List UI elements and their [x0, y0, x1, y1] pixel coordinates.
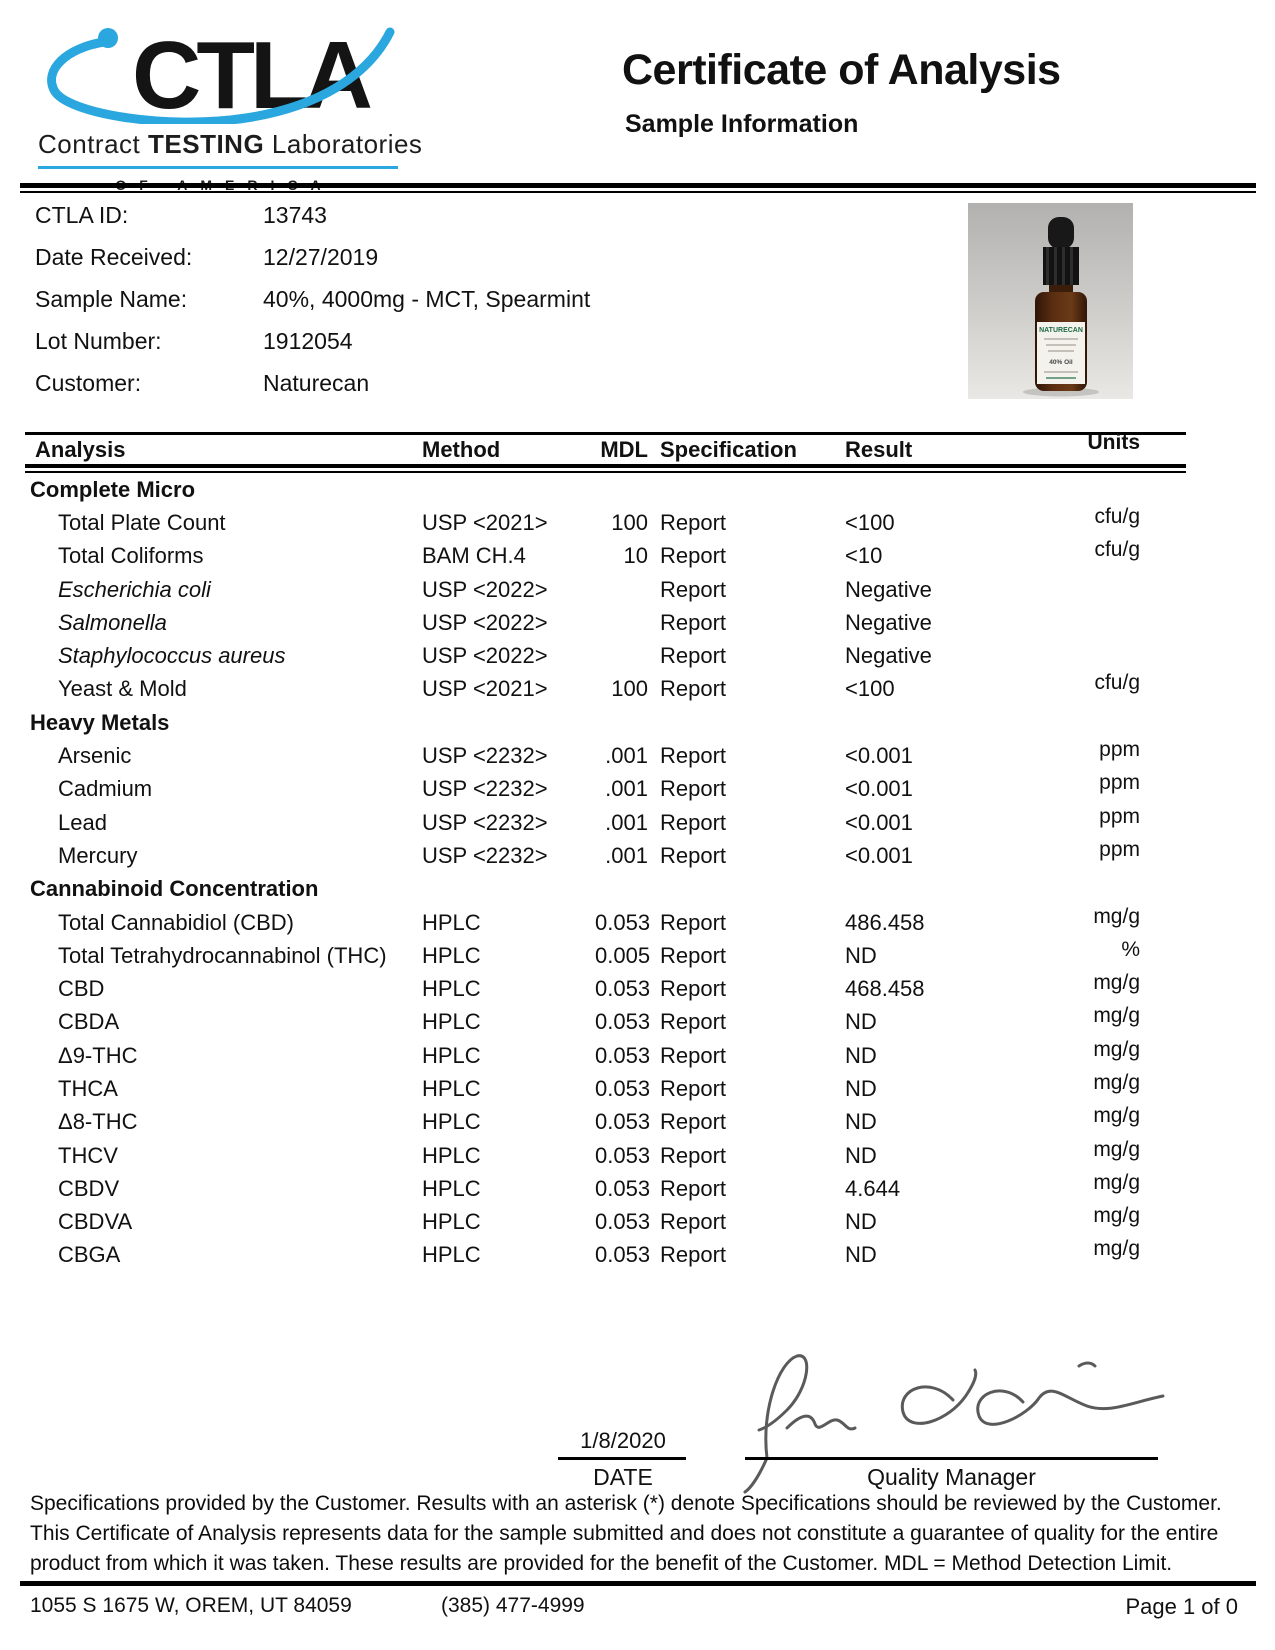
- table-header-rule-thick: [25, 464, 1186, 468]
- table-row: [30, 1172, 1186, 1205]
- units-cell: mg/g: [1093, 1004, 1140, 1028]
- analysis-cell: CBDVA: [58, 1209, 133, 1235]
- column-header-mdl: MDL: [600, 437, 648, 462]
- mdl-cell: 100: [611, 676, 648, 702]
- table-row: [30, 1206, 1186, 1239]
- method-cell: HPLC: [422, 1142, 481, 1168]
- field-value-date-received: 12/27/2019: [263, 243, 379, 270]
- result-cell: ND: [845, 1242, 877, 1268]
- result-cell: 4.644: [845, 1175, 901, 1201]
- units-cell: ppm: [1099, 837, 1140, 861]
- sample-info-row: [35, 194, 590, 236]
- field-value-ctla-id: 13743: [263, 201, 327, 228]
- table-row: [30, 506, 1186, 539]
- analysis-cell: THCV: [58, 1142, 118, 1168]
- specification-cell: Report: [660, 1242, 727, 1268]
- result-cell: <0.001: [845, 776, 913, 802]
- method-cell: BAM CH.4: [422, 543, 526, 569]
- method-cell: HPLC: [422, 1042, 481, 1068]
- method-cell: USP <2022>: [422, 643, 548, 669]
- column-header-result: Result: [845, 437, 913, 462]
- method-cell: HPLC: [422, 1109, 481, 1135]
- specification-cell: Report: [660, 1142, 727, 1168]
- specification-cell: Report: [660, 1109, 727, 1135]
- table-row: [30, 773, 1186, 806]
- mdl-cell: 100: [611, 509, 648, 535]
- analysis-cell: Total Tetrahydrocannabinol (THC): [58, 942, 387, 968]
- table-row: [30, 939, 1186, 972]
- footer-phone: (385) 477-4999: [441, 1594, 585, 1617]
- table-row: [30, 639, 1186, 672]
- product-photo: [968, 203, 1133, 399]
- signature-line: [745, 1457, 1158, 1460]
- table-section-row: [30, 473, 1186, 506]
- result-cell: ND: [845, 1009, 877, 1035]
- method-cell: HPLC: [422, 1209, 481, 1235]
- result-cell: <100: [845, 676, 895, 702]
- sample-info-row: [35, 362, 590, 404]
- logo-comet-icon: [98, 28, 118, 48]
- result-cell: ND: [845, 1209, 877, 1235]
- method-cell: USP <2022>: [422, 576, 548, 602]
- footer-rule: [20, 1581, 1256, 1586]
- logo-tagline-part3: Laboratories: [264, 129, 423, 159]
- sample-info-row: [35, 278, 590, 320]
- table-row: [30, 1239, 1186, 1272]
- column-header-method: Method: [422, 437, 501, 462]
- table-row: [30, 606, 1186, 639]
- table-row: [30, 1106, 1186, 1139]
- units-cell: mg/g: [1093, 1070, 1140, 1094]
- analysis-cell: CBD: [58, 976, 105, 1002]
- method-cell: HPLC: [422, 1009, 481, 1035]
- footer-address: 1055 S 1675 W, OREM, UT 84059: [30, 1594, 352, 1617]
- table-section-row: [30, 706, 1186, 739]
- specification-cell: Report: [660, 909, 727, 935]
- field-label-customer: Customer:: [35, 369, 142, 396]
- ctla-logo: [38, 18, 423, 193]
- mdl-cell: 0.053: [595, 1175, 651, 1201]
- analysis-cell: Total Coliforms: [58, 543, 204, 569]
- specification-cell: Report: [660, 643, 727, 669]
- mdl-cell: .001: [605, 776, 648, 802]
- units-cell: mg/g: [1093, 1104, 1140, 1128]
- analysis-cell: Salmonella: [58, 609, 167, 635]
- column-header-specification: Specification: [660, 437, 797, 462]
- analysis-cell: Yeast & Mold: [58, 676, 187, 702]
- table-row: [30, 739, 1186, 772]
- column-header-units: Units: [1087, 431, 1140, 454]
- specification-cell: Report: [660, 942, 727, 968]
- specification-cell: Report: [660, 1009, 727, 1035]
- specification-cell: Report: [660, 1042, 727, 1068]
- method-cell: HPLC: [422, 976, 481, 1002]
- units-cell: mg/g: [1093, 1204, 1140, 1228]
- table-row: [30, 972, 1186, 1005]
- analysis-cell: Mercury: [58, 842, 138, 868]
- specification-cell: Report: [660, 1175, 727, 1201]
- logo-tagline: [38, 129, 423, 160]
- units-cell: mg/g: [1093, 1137, 1140, 1161]
- field-label-date-received: Date Received:: [35, 243, 193, 270]
- ctla-logo-mark-icon: [38, 18, 398, 124]
- mdl-cell: 0.053: [595, 1075, 651, 1101]
- result-cell: <0.001: [845, 842, 913, 868]
- analysis-cell: Staphylococcus aureus: [58, 643, 286, 669]
- table-row: [30, 573, 1186, 606]
- specification-cell: Report: [660, 609, 727, 635]
- units-cell: mg/g: [1093, 971, 1140, 995]
- result-cell: <10: [845, 543, 883, 569]
- units-cell: mg/g: [1093, 1037, 1140, 1061]
- ctla-acronym: CTLA: [132, 22, 368, 124]
- logo-divider: [38, 166, 398, 169]
- specification-cell: Report: [660, 543, 727, 569]
- specification-cell: Report: [660, 576, 727, 602]
- page-title: Certificate of Analysis: [622, 46, 1061, 94]
- analysis-cell: Lead: [58, 809, 107, 835]
- mdl-cell: 0.053: [595, 1109, 651, 1135]
- section-title: Heavy Metals: [30, 709, 170, 735]
- specification-cell: Report: [660, 676, 727, 702]
- field-value-customer: Naturecan: [263, 369, 370, 396]
- analysis-cell: Δ9-THC: [58, 1042, 138, 1068]
- analysis-cell: Total Plate Count: [58, 509, 226, 535]
- units-cell: mg/g: [1093, 904, 1140, 928]
- table-row: [30, 1006, 1186, 1039]
- analysis-cell: CBDV: [58, 1175, 120, 1201]
- table-row: [30, 1039, 1186, 1072]
- analysis-cell: Cadmium: [58, 776, 153, 802]
- units-cell: %: [1121, 937, 1140, 961]
- mdl-cell: 0.053: [595, 909, 651, 935]
- analysis-cell: Escherichia coli: [58, 576, 211, 602]
- method-cell: HPLC: [422, 942, 481, 968]
- table-row: [30, 540, 1186, 573]
- header-rule-thin: [20, 191, 1256, 193]
- analysis-cell: CBGA: [58, 1242, 121, 1268]
- table-row: [30, 906, 1186, 939]
- units-cell: ppm: [1099, 738, 1140, 762]
- logo-tagline-part2: TESTING: [148, 129, 265, 159]
- units-cell: mg/g: [1093, 1170, 1140, 1194]
- method-cell: USP <2232>: [422, 743, 548, 769]
- table-header: [30, 431, 1186, 463]
- units-cell: mg/g: [1093, 1237, 1140, 1261]
- specification-cell: Report: [660, 842, 727, 868]
- units-cell: ppm: [1099, 804, 1140, 828]
- section-title: Complete Micro: [30, 476, 196, 502]
- units-cell: cfu/g: [1094, 504, 1140, 528]
- analysis-cell: Arsenic: [58, 743, 132, 769]
- logo-tagline-part1: Contract: [38, 129, 148, 159]
- field-value-sample-name: 40%, 4000mg - MCT, Spearmint: [263, 285, 591, 312]
- specification-cell: Report: [660, 1075, 727, 1101]
- method-cell: USP <2021>: [422, 676, 548, 702]
- mdl-cell: 0.053: [595, 1142, 651, 1168]
- method-cell: USP <2232>: [422, 809, 548, 835]
- table-row: [30, 839, 1186, 872]
- analysis-cell: Total Cannabidiol (CBD): [58, 909, 294, 935]
- disclaimer-text: Specifications provided by the Customer. Results with an asterisk (*) denote Specifications should be reviewed by the Customer. This Certificate of Analysis represents data for the sample submitted and does not constitute a guarantee of quality for the entire product from which it was taken. These results are provided for the benefit of the Customer. MDL = Method Detection Limit.: [30, 1492, 1222, 1575]
- table-row: [30, 1139, 1186, 1172]
- table-row: [30, 673, 1186, 706]
- mdl-cell: 0.053: [595, 1242, 651, 1268]
- result-cell: ND: [845, 1075, 877, 1101]
- result-cell: <0.001: [845, 743, 913, 769]
- date-line: [558, 1457, 686, 1460]
- analysis-cell: CBDA: [58, 1009, 120, 1035]
- result-cell: 468.458: [845, 976, 925, 1002]
- dropper-bottle-image: [968, 203, 1133, 399]
- sample-info: [35, 194, 590, 404]
- quality-manager-label: Quality Manager: [867, 1464, 1036, 1490]
- mdl-cell: .001: [605, 743, 648, 769]
- method-cell: HPLC: [422, 1242, 481, 1268]
- specification-cell: Report: [660, 776, 727, 802]
- mdl-cell: 0.053: [595, 976, 651, 1002]
- analysis-cell: Δ8-THC: [58, 1109, 138, 1135]
- result-cell: ND: [845, 942, 877, 968]
- column-header-analysis: Analysis: [35, 437, 126, 462]
- header-rule-thick: [20, 183, 1256, 188]
- units-cell: ppm: [1099, 771, 1140, 795]
- method-cell: USP <2232>: [422, 842, 548, 868]
- table-body: [30, 473, 1186, 1272]
- table-row: [30, 806, 1186, 839]
- field-value-lot-number: 1912054: [263, 327, 353, 354]
- method-cell: USP <2021>: [422, 509, 548, 535]
- specification-cell: Report: [660, 509, 727, 535]
- page-subtitle: Sample Information: [625, 110, 859, 138]
- field-label-ctla-id: CTLA ID:: [35, 201, 129, 228]
- result-cell: ND: [845, 1042, 877, 1068]
- specification-cell: Report: [660, 976, 727, 1002]
- method-cell: HPLC: [422, 1075, 481, 1101]
- field-label-lot-number: Lot Number:: [35, 327, 162, 354]
- date-label: DATE: [593, 1464, 653, 1490]
- result-cell: ND: [845, 1142, 877, 1168]
- mdl-cell: .001: [605, 842, 648, 868]
- footer-page-number: Page 1 of 0: [1125, 1594, 1238, 1619]
- result-cell: Negative: [845, 643, 932, 669]
- specification-cell: Report: [660, 743, 727, 769]
- specification-cell: Report: [660, 809, 727, 835]
- result-cell: ND: [845, 1109, 877, 1135]
- mdl-cell: 0.005: [595, 942, 651, 968]
- table-top-rule: [25, 432, 1186, 435]
- result-cell: <100: [845, 509, 895, 535]
- method-cell: HPLC: [422, 1175, 481, 1201]
- method-cell: HPLC: [422, 909, 481, 935]
- field-label-sample-name: Sample Name:: [35, 285, 188, 312]
- result-cell: <0.001: [845, 809, 913, 835]
- method-cell: USP <2022>: [422, 609, 548, 635]
- analysis-cell: THCA: [58, 1075, 118, 1101]
- units-cell: cfu/g: [1094, 538, 1140, 562]
- svg-text:NATURECAN: NATURECAN: [1039, 327, 1083, 334]
- mdl-cell: 0.053: [595, 1042, 651, 1068]
- result-cell: 486.458: [845, 909, 925, 935]
- mdl-cell: 10: [623, 543, 648, 569]
- result-cell: Negative: [845, 576, 932, 602]
- signature-date: 1/8/2020: [580, 1428, 666, 1453]
- result-cell: Negative: [845, 609, 932, 635]
- table-row: [30, 1072, 1186, 1105]
- svg-text:40% Oil: 40% Oil: [1049, 359, 1073, 366]
- specification-cell: Report: [660, 1209, 727, 1235]
- table-section-row: [30, 873, 1186, 906]
- mdl-cell: 0.053: [595, 1209, 651, 1235]
- sample-info-row: [35, 236, 590, 278]
- mdl-cell: .001: [605, 809, 648, 835]
- units-cell: cfu/g: [1094, 671, 1140, 695]
- section-title: Cannabinoid Concentration: [30, 876, 319, 902]
- method-cell: USP <2232>: [422, 776, 548, 802]
- sample-info-row: [35, 320, 590, 362]
- mdl-cell: 0.053: [595, 1009, 651, 1035]
